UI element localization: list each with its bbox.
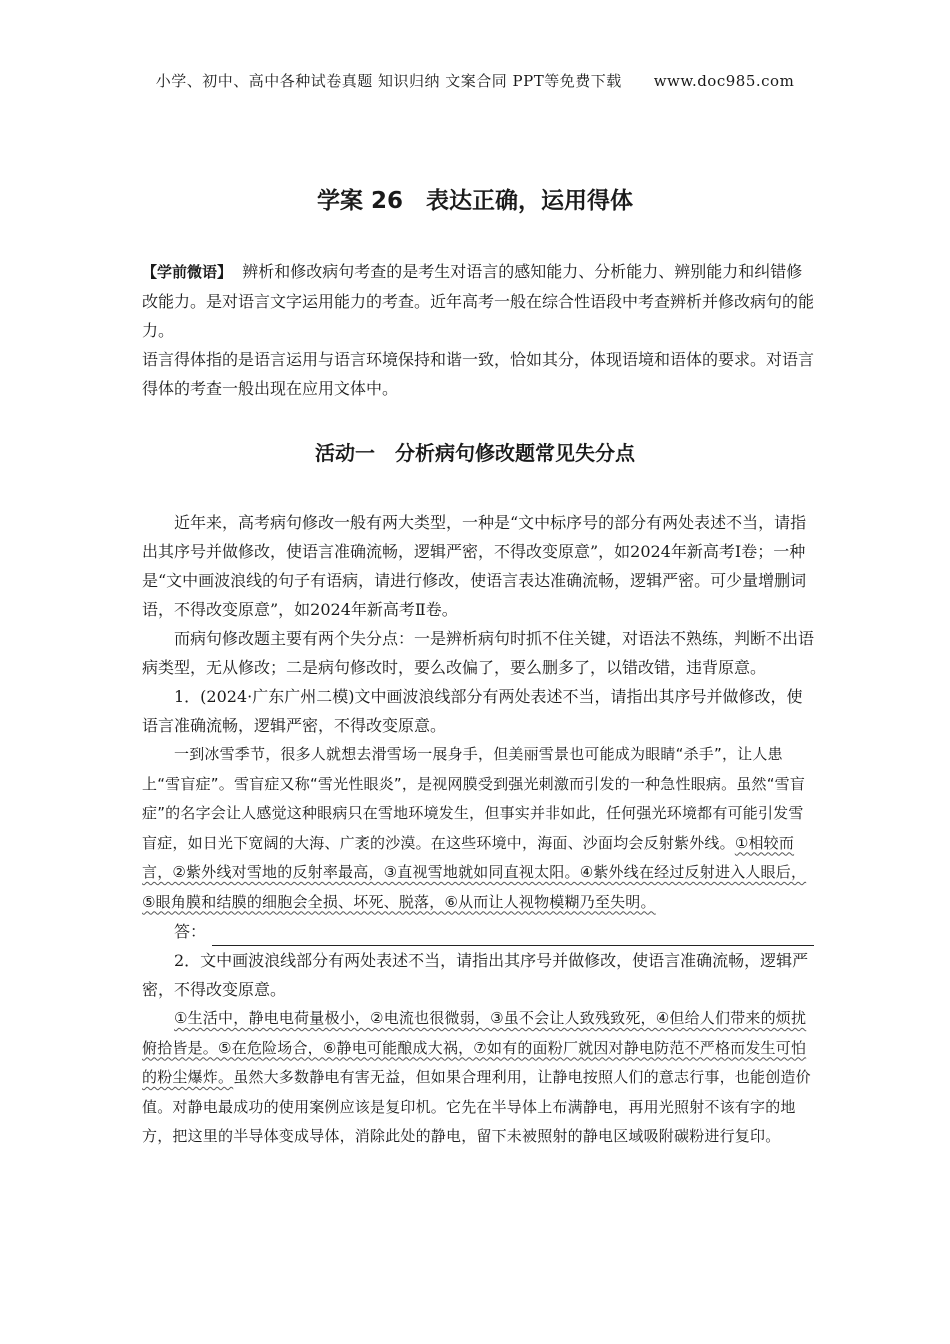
intro-text-1: 辨析和修改病句考查的是考生对语言的感知能力、分析能力、辨别能力和纠错修改能力。是对语言文字运用能力的考查。近年高考一般在综合性语段中考查辨析并修改病句的能力。 bbox=[142, 262, 815, 340]
question-2-passage-text: 虽然大多数静电有害无益，但如果合理利用，让静电按照人们的意志行事，也能创造价值。对静电最成功的使用案例应该是复印机。它先在半导体上布满静电，再用光照射不该有字的地方，把这里的半导体变成导体，消除此处的静电，留下未被照射的静电区域吸附碳粉进行复印。 bbox=[142, 1068, 811, 1145]
page-title: 学案 26 表达正确，运用得体 bbox=[316, 188, 633, 214]
intro-tag: 【学前微语】 bbox=[142, 263, 233, 281]
question-1-passage-text: 一到冰雪季节，很多人就想去滑雪场一展身手，但美丽雪景也可能成为眼睛“杀手”，让人患上“雪盲症”。雪盲症又称“雪光性眼炎”，是视网膜受到强光刺激而引发的一种急性眼病。虽然“雪盲症”的名字会让人感觉这种眼病只在雪地环境发生，但事实并非如此，任何强光环境都有可能引发雪盲症，如日光下宽阔的大海、广袤的沙漠。在这些环境中，海面、沙面均会反射紫外线。 bbox=[142, 745, 806, 852]
intro-paragraph-2: 语言得体指的是语言运用与语言环境保持和谐一致，恰如其分，体现语境和语体的要求。对语言得体的考查一般出现在应用文体中。 bbox=[142, 350, 815, 398]
answer-line[interactable] bbox=[212, 927, 814, 946]
question-1-stem: 1．(2024·广东广州二模)文中画波浪线部分有两处表述不当，请指出其序号并做修改，使语言准确流畅，逻辑严密，不得改变原意。 bbox=[142, 687, 803, 735]
section-title: 活动一 分析病句修改题常见失分点 bbox=[315, 441, 635, 465]
header-text: 小学、初中、高中各种试卷真题 知识归纳 文案合同 PPT等免费下载 bbox=[155, 72, 622, 90]
header-url[interactable]: www.doc985.com bbox=[653, 72, 795, 90]
question-1-passage bbox=[142, 740, 814, 917]
question-2-stem: 2．文中画波浪线部分有两处表述不当，请指出其序号并做修改，使语言准确流畅，逻辑严密，不得改变原意。 bbox=[142, 951, 809, 999]
question-2-wavy-text: ①生活中，静电电荷量极小，②电流也很微弱，③虽不会让人致残致死，④但给人们带来的烦扰俯拾皆是。⑤在危险场合，⑥静电可能酿成大祸，⑦如有的面粉厂就因对静电防范不严格而发生可怕的粉尘爆炸。 bbox=[142, 1009, 807, 1086]
body-paragraph-2: 而病句修改题主要有两个失分点：一是辨析病句时抓不住关键，对语法不熟练，判断不出语病类型，无从修改；二是病句修改时，要么改偏了，要么删多了，以错改错，违背原意。 bbox=[142, 629, 815, 677]
body-paragraph-1: 近年来，高考病句修改一般有两大类型，一种是“文中标序号的部分有两处表述不当，请指出其序号并做修改，使语言准确流畅，逻辑严密，不得改变原意”，如2024年新高考Ⅰ卷；一种是“文中画波浪线的句子有语病，请进行修改，使语言表达准确流畅，逻辑严密。可少量增删词语，不得改变原意”，如2024年新高考Ⅱ卷。 bbox=[142, 513, 807, 619]
question-1-answer bbox=[142, 917, 814, 946]
question-2-passage bbox=[142, 1004, 814, 1152]
question-1-wavy-text: ①相较而言，②紫外线对雪地的反射率最高，③直视雪地就如同直视太阳。④紫外线在经过反射进入人眼后，⑤眼角膜和结膜的细胞会全损、坏死、脱落，⑥从而让人视物模糊乃至失明。 bbox=[142, 833, 807, 911]
answer-label: 答： bbox=[174, 922, 207, 941]
main-content bbox=[142, 508, 814, 1152]
page-header bbox=[0, 70, 950, 91]
intro-paragraph-1 bbox=[142, 257, 814, 345]
intro-section bbox=[142, 257, 814, 403]
